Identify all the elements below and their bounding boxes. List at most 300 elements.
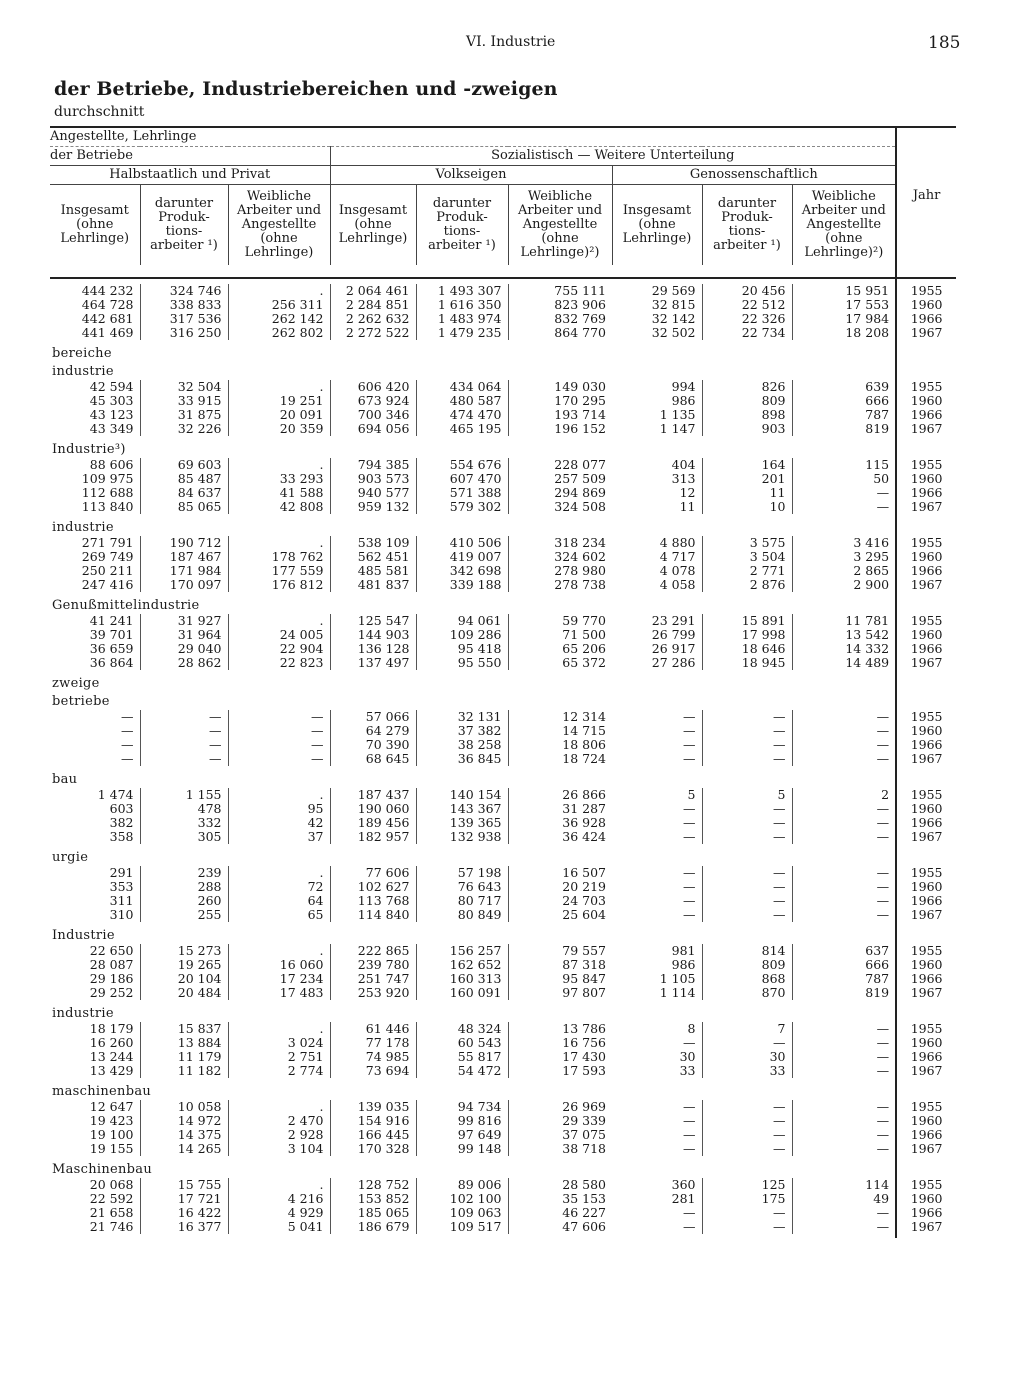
table-cell: 2 xyxy=(792,788,896,802)
table-cell: 32 815 xyxy=(651,296,696,312)
table-cell: 160 313 xyxy=(416,972,508,986)
table-cell: 247 416 xyxy=(81,576,134,592)
group-label-row xyxy=(50,1004,956,1022)
table-cell: 18 179 xyxy=(89,1020,134,1036)
year-cell: 1955 xyxy=(896,1100,956,1114)
table-cell: — xyxy=(702,830,792,844)
table-cell: 74 985 xyxy=(330,1050,416,1064)
table-row xyxy=(50,880,956,894)
year-header: Jahr xyxy=(896,127,956,265)
table-cell: 256 311 xyxy=(228,298,330,312)
table-row xyxy=(50,724,956,738)
table-row xyxy=(50,1178,956,1192)
table-cell: 43 349 xyxy=(89,420,134,436)
table-row xyxy=(50,614,956,628)
table-cell: 21 746 xyxy=(89,1218,134,1234)
table-cell: — xyxy=(702,1220,792,1234)
table-cell: — xyxy=(683,750,696,766)
table-cell: 94 061 xyxy=(416,614,508,628)
table-cell: 41 241 xyxy=(89,612,134,628)
table-cell: 15 837 xyxy=(140,1022,228,1036)
table-cell: 109 286 xyxy=(416,628,508,642)
table-cell: 571 388 xyxy=(416,486,508,500)
table-cell: 13 429 xyxy=(89,1062,134,1078)
year-cell: 1955 xyxy=(896,866,956,880)
table-cell: 16 377 xyxy=(140,1220,228,1234)
table-cell: 291 xyxy=(109,864,134,880)
table-row xyxy=(50,1114,956,1128)
table-cell: 4 717 xyxy=(659,548,696,564)
table-cell: — xyxy=(702,880,792,894)
table-cell: 28 862 xyxy=(140,656,228,670)
table-cell: 700 346 xyxy=(330,408,416,422)
table-cell: 36 928 xyxy=(508,816,612,830)
table-cell: — xyxy=(121,722,134,738)
table-cell: 37 xyxy=(228,830,330,844)
table-cell: 3 504 xyxy=(702,550,792,564)
table-cell: 26 799 xyxy=(651,626,696,642)
table-cell: — xyxy=(702,816,792,830)
table-cell: 73 694 xyxy=(330,1064,416,1078)
table-cell: 18 806 xyxy=(508,738,612,752)
table-cell: 898 xyxy=(702,408,792,422)
table-cell: 42 xyxy=(228,816,330,830)
year-cell: 1960 xyxy=(896,298,956,312)
table-cell: 2 865 xyxy=(792,564,896,578)
table-cell: 143 367 xyxy=(416,802,508,816)
table-cell: 25 604 xyxy=(508,908,612,922)
table-cell: 176 812 xyxy=(228,578,330,592)
group-label: Industrie xyxy=(52,927,115,943)
table-cell: 33 xyxy=(702,1064,792,1078)
table-cell: 190 060 xyxy=(330,802,416,816)
table-cell: 794 385 xyxy=(330,458,416,472)
table-cell: 13 884 xyxy=(140,1036,228,1050)
table-cell: 72 xyxy=(228,880,330,894)
table-cell: 253 920 xyxy=(330,986,416,1000)
year-cell: 1966 xyxy=(896,738,956,752)
group-label-row xyxy=(50,440,956,458)
group-label: industrie xyxy=(52,363,114,379)
table-cell: 262 142 xyxy=(228,312,330,326)
table-cell: — xyxy=(792,908,896,922)
table-cell: 940 577 xyxy=(330,486,416,500)
table-cell: 2 900 xyxy=(792,578,896,592)
table-cell: — xyxy=(683,906,696,922)
table-cell: 26 866 xyxy=(508,788,612,802)
year-cell: 1966 xyxy=(896,408,956,422)
table-cell: 26 917 xyxy=(651,640,696,656)
header-group-gn: Genossenschaftlich xyxy=(612,166,896,185)
table-cell: 171 984 xyxy=(140,564,228,578)
table-cell: 8 xyxy=(687,1020,696,1036)
table-cell: 1 483 974 xyxy=(416,312,508,326)
group-label: Industrie³) xyxy=(52,441,126,457)
col-insgesamt: Insgesamt (ohne Lehrlinge) xyxy=(330,185,416,265)
table-cell: 139 365 xyxy=(416,816,508,830)
table-cell: 16 422 xyxy=(140,1206,228,1220)
table-cell: — xyxy=(683,736,696,752)
year-cell: 1966 xyxy=(896,312,956,326)
table-cell: 986 xyxy=(671,392,696,408)
table-row xyxy=(50,394,956,408)
table-cell: 1 105 xyxy=(659,970,696,986)
table-cell: 140 154 xyxy=(416,788,508,802)
table-row xyxy=(50,486,956,500)
table-cell: 318 234 xyxy=(508,536,612,550)
table-cell: . xyxy=(228,284,330,298)
table-cell: — xyxy=(683,1112,696,1128)
table-cell: 353 xyxy=(109,878,134,894)
table-cell: 607 470 xyxy=(416,472,508,486)
table-cell: 639 xyxy=(792,380,896,394)
group-label: zweige xyxy=(52,675,100,691)
table-cell: — xyxy=(792,710,896,724)
table-cell: 97 649 xyxy=(416,1128,508,1142)
table-cell: — xyxy=(121,708,134,724)
table-cell: 16 507 xyxy=(508,866,612,880)
table-cell: 819 xyxy=(792,422,896,436)
table-cell: 61 446 xyxy=(330,1022,416,1036)
table-cell: 65 372 xyxy=(508,656,612,670)
group-label: bau xyxy=(52,771,78,787)
table-cell: 19 251 xyxy=(228,394,330,408)
table-cell: 694 056 xyxy=(330,422,416,436)
table-row xyxy=(50,1128,956,1142)
table-cell: 80 849 xyxy=(416,908,508,922)
table-cell: 28 580 xyxy=(508,1178,612,1192)
group-label: bereiche xyxy=(52,345,112,361)
year-cell: 1967 xyxy=(896,1142,956,1156)
year-cell: 1960 xyxy=(896,394,956,408)
table-cell: 360 xyxy=(671,1176,696,1192)
table-cell: — xyxy=(228,710,330,724)
page-number: 185 xyxy=(928,33,961,53)
table-cell: . xyxy=(228,944,330,958)
table-row xyxy=(50,380,956,394)
table-cell: 464 728 xyxy=(81,296,134,312)
table-row xyxy=(50,326,956,340)
table-cell: — xyxy=(683,1204,696,1220)
table-cell: 16 756 xyxy=(508,1036,612,1050)
table-row xyxy=(50,1100,956,1114)
table-cell: — xyxy=(702,738,792,752)
table-cell: — xyxy=(683,1126,696,1142)
table-cell: 255 xyxy=(140,908,228,922)
table-cell: 190 712 xyxy=(140,536,228,550)
table-cell: 12 314 xyxy=(508,710,612,724)
group-label: Maschinenbau xyxy=(52,1161,153,1177)
group-label-row xyxy=(50,596,956,614)
table-cell: . xyxy=(228,1022,330,1036)
table-cell: 250 211 xyxy=(81,562,134,578)
table-cell: 113 768 xyxy=(330,894,416,908)
table-cell: 2 284 851 xyxy=(330,298,416,312)
table-cell: 22 823 xyxy=(228,656,330,670)
table-cell: 45 303 xyxy=(89,392,134,408)
table-cell: 48 324 xyxy=(416,1022,508,1036)
table-cell: 154 916 xyxy=(330,1114,416,1128)
page-subtitle: durchschnitt xyxy=(54,104,145,120)
table-cell: 317 536 xyxy=(140,312,228,326)
table-cell: — xyxy=(683,708,696,724)
table-row xyxy=(50,500,956,514)
table-row xyxy=(50,986,956,1000)
table-cell: — xyxy=(702,894,792,908)
header-owner-left: der Betriebe xyxy=(50,147,330,166)
year-cell: 1966 xyxy=(896,1128,956,1142)
table-cell: 222 865 xyxy=(330,944,416,958)
table-cell: 153 852 xyxy=(330,1192,416,1206)
group-label-row xyxy=(50,518,956,536)
table-cell: 13 244 xyxy=(89,1048,134,1064)
table-cell: 814 xyxy=(702,944,792,958)
table-cell: 13 542 xyxy=(792,628,896,642)
year-cell: 1967 xyxy=(896,656,956,670)
table-cell: 14 265 xyxy=(140,1142,228,1156)
group-label-row xyxy=(50,848,956,866)
table-cell: 11 781 xyxy=(792,614,896,628)
table-cell: 20 359 xyxy=(228,422,330,436)
table-cell: . xyxy=(228,1100,330,1114)
table-cell: 3 024 xyxy=(228,1036,330,1050)
table-cell: 64 279 xyxy=(330,724,416,738)
table-cell: 562 451 xyxy=(330,550,416,564)
table-cell: 76 643 xyxy=(416,880,508,894)
group-label: maschinenbau xyxy=(52,1083,152,1099)
table-row xyxy=(50,472,956,486)
table-cell: 2 262 632 xyxy=(330,312,416,326)
year-cell: 1967 xyxy=(896,1064,956,1078)
year-cell: 1960 xyxy=(896,958,956,972)
table-cell: 87 318 xyxy=(508,958,612,972)
table-cell: 5 xyxy=(702,788,792,802)
table-cell: 994 xyxy=(671,378,696,394)
table-cell: 603 xyxy=(109,800,134,816)
table-cell: 15 951 xyxy=(792,284,896,298)
year-cell: 1955 xyxy=(896,944,956,958)
group-label: urgie xyxy=(52,849,89,865)
table-cell: — xyxy=(140,710,228,724)
table-cell: 260 xyxy=(140,894,228,908)
table-cell: 22 326 xyxy=(702,312,792,326)
table-cell: 42 808 xyxy=(228,500,330,514)
table-cell: 3 295 xyxy=(792,550,896,564)
table-cell: 160 091 xyxy=(416,986,508,1000)
table-cell: 787 xyxy=(792,972,896,986)
col-weibliche: Weibliche Arbeiter und Angestellte (ohne Lehrlinge)²) xyxy=(792,185,896,265)
table-cell: — xyxy=(683,814,696,830)
table-row xyxy=(50,738,956,752)
year-cell: 1967 xyxy=(896,500,956,514)
table-cell: — xyxy=(792,1022,896,1036)
table-cell: — xyxy=(702,1114,792,1128)
table-cell: 4 216 xyxy=(228,1192,330,1206)
table-cell: 27 286 xyxy=(651,654,696,670)
table-cell: 55 817 xyxy=(416,1050,508,1064)
table-cell: 177 559 xyxy=(228,564,330,578)
table-cell: 903 573 xyxy=(330,472,416,486)
table-cell: — xyxy=(683,1098,696,1114)
table-cell: 60 543 xyxy=(416,1036,508,1050)
table-cell: — xyxy=(140,752,228,766)
col-weibliche: Weibliche Arbeiter und Angestellte (ohne Lehrlinge) xyxy=(228,185,330,265)
table-cell: 65 206 xyxy=(508,642,612,656)
table-row xyxy=(50,1050,956,1064)
table-cell: 324 746 xyxy=(140,284,228,298)
table-cell: 1 114 xyxy=(659,984,696,1000)
table-cell: 20 068 xyxy=(89,1176,134,1192)
table-cell: 338 833 xyxy=(140,298,228,312)
table-cell: 109 517 xyxy=(416,1220,508,1234)
table-cell: 28 087 xyxy=(89,956,134,972)
table-cell: 666 xyxy=(792,958,896,972)
table-cell: . xyxy=(228,614,330,628)
table-cell: 57 198 xyxy=(416,866,508,880)
table-cell: 99 816 xyxy=(416,1114,508,1128)
table-cell: 538 109 xyxy=(330,536,416,550)
table-cell: 33 xyxy=(679,1062,696,1078)
table-row xyxy=(50,752,956,766)
table-cell: 178 762 xyxy=(228,550,330,564)
table-cell: — xyxy=(792,802,896,816)
table-cell: 288 xyxy=(140,880,228,894)
table-cell: — xyxy=(702,710,792,724)
table-row xyxy=(50,866,956,880)
table-cell: 125 xyxy=(702,1178,792,1192)
table-cell: 65 xyxy=(228,908,330,922)
table-cell: 1 147 xyxy=(659,420,696,436)
table-cell: . xyxy=(228,866,330,880)
table-cell: 755 111 xyxy=(508,284,612,298)
table-cell: — xyxy=(683,864,696,880)
table-cell: 36 424 xyxy=(508,830,612,844)
table-cell: 14 715 xyxy=(508,724,612,738)
table-cell: — xyxy=(683,828,696,844)
table-row xyxy=(50,1064,956,1078)
table-cell: 14 375 xyxy=(140,1128,228,1142)
table-cell: 19 100 xyxy=(89,1126,134,1142)
table-cell: 22 734 xyxy=(702,326,792,340)
table-row xyxy=(50,550,956,564)
table-cell: 170 097 xyxy=(140,578,228,592)
table-cell: 80 717 xyxy=(416,894,508,908)
table-cell: 5 xyxy=(687,786,696,802)
table-cell: 182 957 xyxy=(330,830,416,844)
table-cell: 16 260 xyxy=(89,1034,134,1050)
table-cell: 22 512 xyxy=(702,298,792,312)
employment-table xyxy=(50,126,956,1238)
table-cell: 37 075 xyxy=(508,1128,612,1142)
table-cell: 4 078 xyxy=(659,562,696,578)
table-cell: 1 155 xyxy=(140,788,228,802)
table-cell: 29 569 xyxy=(651,282,696,298)
table-cell: 17 984 xyxy=(792,312,896,326)
table-cell: 444 232 xyxy=(81,282,134,298)
table-cell: — xyxy=(683,892,696,908)
table-cell: 32 142 xyxy=(651,310,696,326)
table-cell: 59 770 xyxy=(508,614,612,628)
table-cell: — xyxy=(792,1036,896,1050)
table-body xyxy=(50,278,956,1238)
table-cell: 313 xyxy=(671,470,696,486)
table-cell: 2 470 xyxy=(228,1114,330,1128)
table-cell: 95 xyxy=(228,802,330,816)
table-row xyxy=(50,656,956,670)
year-cell: 1967 xyxy=(896,326,956,340)
table-cell: 10 058 xyxy=(140,1100,228,1114)
table-cell: 17 593 xyxy=(508,1064,612,1078)
table-row xyxy=(50,408,956,422)
year-cell: 1966 xyxy=(896,564,956,578)
table-cell: 324 508 xyxy=(508,500,612,514)
table-cell: 89 006 xyxy=(416,1178,508,1192)
table-cell: — xyxy=(792,1142,896,1156)
year-cell: 1955 xyxy=(896,458,956,472)
table-cell: 36 845 xyxy=(416,752,508,766)
table-cell: 554 676 xyxy=(416,458,508,472)
table-cell: . xyxy=(228,1178,330,1192)
header-owner-right: Sozialistisch — Weitere Unterteilung xyxy=(330,147,896,166)
table-cell: . xyxy=(228,536,330,550)
table-cell: 54 472 xyxy=(416,1064,508,1078)
table-cell: 1 616 350 xyxy=(416,298,508,312)
group-label-row xyxy=(50,692,956,710)
table-cell: 305 xyxy=(140,830,228,844)
table-cell: — xyxy=(228,724,330,738)
table-cell: 30 xyxy=(679,1048,696,1064)
year-cell: 1955 xyxy=(896,1178,956,1192)
group-label-row xyxy=(50,344,956,362)
table-cell: 228 077 xyxy=(508,458,612,472)
table-cell: 870 xyxy=(702,986,792,1000)
table-row xyxy=(50,830,956,844)
table-row xyxy=(50,802,956,816)
running-head xyxy=(0,34,1024,54)
year-cell: 1955 xyxy=(896,614,956,628)
year-cell: 1966 xyxy=(896,1050,956,1064)
table-cell: 19 265 xyxy=(140,958,228,972)
year-cell: 1955 xyxy=(896,788,956,802)
table-cell: 77 178 xyxy=(330,1036,416,1050)
table-cell: 26 969 xyxy=(508,1100,612,1114)
table-cell: — xyxy=(792,830,896,844)
table-row xyxy=(50,1036,956,1050)
table-row xyxy=(50,710,956,724)
table-row xyxy=(50,908,956,922)
table-cell: 474 470 xyxy=(416,408,508,422)
table-cell: 18 724 xyxy=(508,752,612,766)
table-cell: — xyxy=(702,908,792,922)
table-cell: 85 487 xyxy=(140,472,228,486)
table-cell: 257 509 xyxy=(508,472,612,486)
table-cell: 864 770 xyxy=(508,326,612,340)
table-cell: 23 291 xyxy=(651,612,696,628)
table-cell: 46 227 xyxy=(508,1206,612,1220)
table-cell: — xyxy=(792,500,896,514)
table-row xyxy=(50,642,956,656)
table-cell: 324 602 xyxy=(508,550,612,564)
table-cell: 14 332 xyxy=(792,642,896,656)
group-label: industrie xyxy=(52,519,114,535)
table-cell: 24 005 xyxy=(228,628,330,642)
table-cell: 15 891 xyxy=(702,614,792,628)
table-cell: 41 588 xyxy=(228,486,330,500)
table-cell: 868 xyxy=(702,972,792,986)
table-cell: 20 484 xyxy=(140,986,228,1000)
table-cell: 12 xyxy=(679,484,696,500)
table-row xyxy=(50,1192,956,1206)
